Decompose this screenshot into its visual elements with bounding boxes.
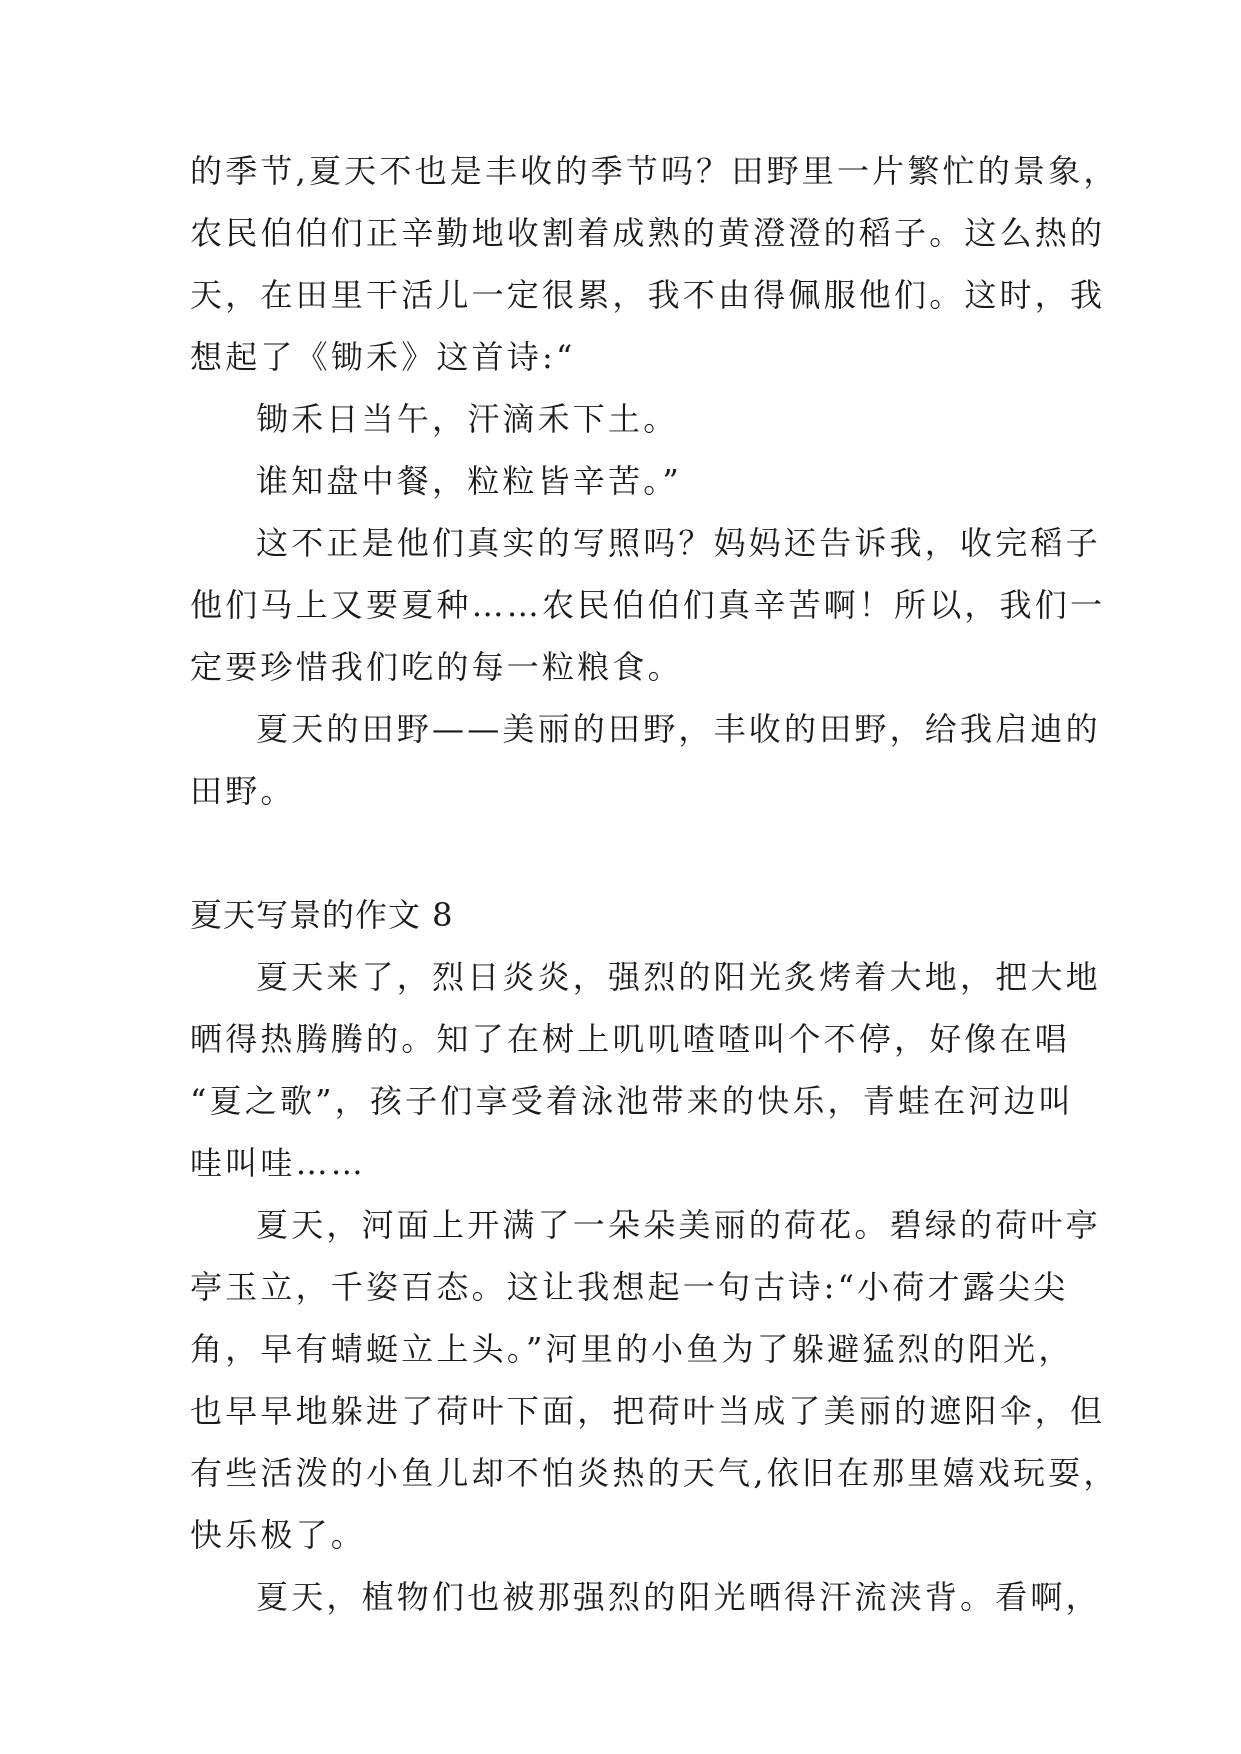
paragraph-line: 农民伯伯们正辛勤地收割着成熟的黄澄澄的稻子。这么热的 xyxy=(190,214,1106,252)
paragraph-line: 有些活泼的小鱼儿却不怕炎热的天气,依旧在那里嬉戏玩耍， xyxy=(190,1454,1119,1492)
paragraph-line: 夏天，河面上开满了一朵朵美丽的荷花。碧绿的荷叶亭 xyxy=(256,1206,1101,1244)
paragraph-line: 亭玉立，千姿百态。这让我想起一句古诗:“小荷才露尖尖 xyxy=(190,1268,1069,1306)
section-heading: 夏天写景的作文 8 xyxy=(190,896,454,934)
paragraph-line: 角，早有蜻蜓立上头。”河里的小鱼为了躲避猛烈的阳光， xyxy=(190,1330,1074,1368)
paragraph-line: 想起了《锄禾》这首诗:“ xyxy=(190,338,576,376)
paragraph-line: 田野。 xyxy=(190,772,296,810)
paragraph-line: 快乐极了。 xyxy=(190,1516,367,1554)
paragraph-line: 夏天的田野——美丽的田野，丰收的田野，给我启迪的 xyxy=(256,710,1101,748)
poem-line: 谁知盘中餐，粒粒皆辛苦。” xyxy=(256,462,682,500)
paragraph-line: 他们马上又要夏种……农民伯伯们真辛苦啊！所以，我们一 xyxy=(190,586,1106,624)
paragraph-line: 夏天，植物们也被那强烈的阳光晒得汗流浃背。看啊， xyxy=(256,1578,1101,1616)
paragraph-line: “夏之歌”，孩子们享受着泳池带来的快乐，青蛙在河边叫 xyxy=(190,1082,1074,1120)
paragraph-line: 夏天来了，烈日炎炎，强烈的阳光炙烤着大地，把大地 xyxy=(256,958,1101,996)
paragraph-line: 天，在田里干活儿一定很累，我不由得佩服他们。这时，我 xyxy=(190,276,1106,314)
paragraph-line: 定要珍惜我们吃的每一粒粮食。 xyxy=(190,648,683,686)
paragraph-line: 这不正是他们真实的写照吗？妈妈还告诉我，收完稻子 xyxy=(256,524,1101,562)
paragraph-line: 的季节,夏天不也是丰收的季节吗？田野里一片繁忙的景象， xyxy=(190,152,1119,190)
paragraph-line: 晒得热腾腾的。知了在树上叽叽喳喳叫个不停，好像在唱 xyxy=(190,1020,1071,1058)
paragraph-line: 哇叫哇…… xyxy=(190,1144,367,1182)
poem-line: 锄禾日当午，汗滴禾下土。 xyxy=(256,400,679,438)
paragraph-line: 也早早地躲进了荷叶下面，把荷叶当成了美丽的遮阳伞，但 xyxy=(190,1392,1106,1430)
